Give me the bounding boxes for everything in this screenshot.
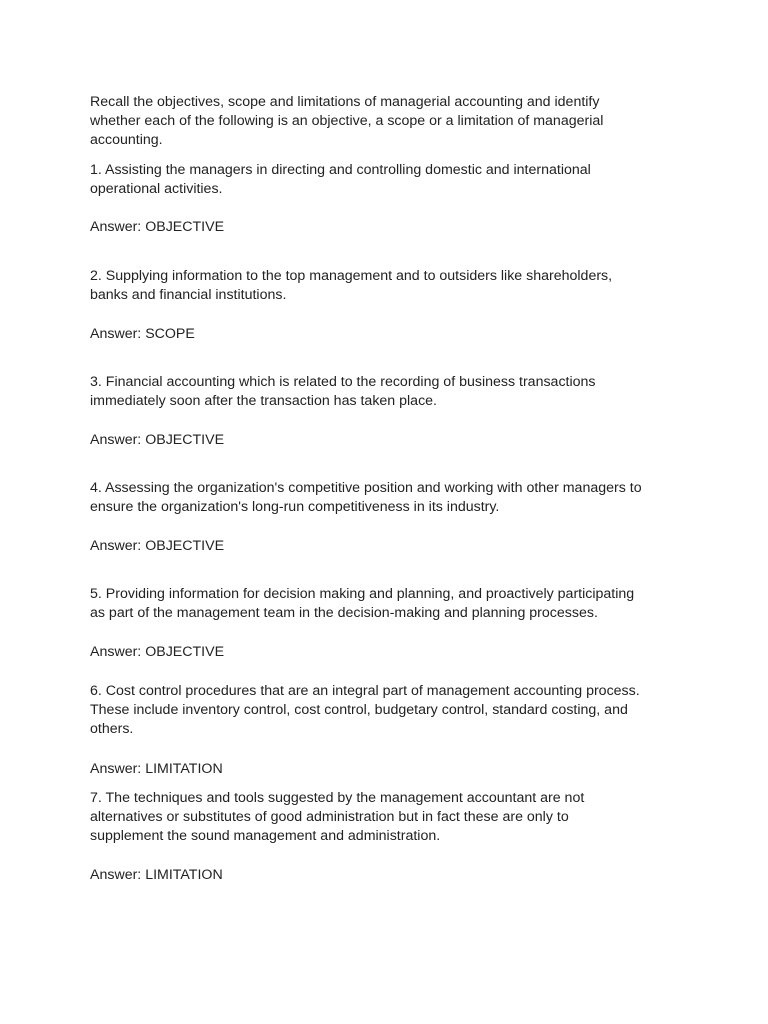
answer-1: Answer: OBJECTIVE [90,219,225,235]
question-5: 5. Providing information for decision making and planning, and proactively participating as part of the management team in the decision-making and planning processes. [90,586,635,621]
answer-7: Answer: LIMITATION [90,867,223,883]
answer-6: Answer: LIMITATION [90,761,223,777]
answer-3: Answer: OBJECTIVE [90,432,225,448]
question-1: 1. Assisting the managers in directing and controlling domestic and international operational activities. [90,162,591,197]
question-6: 6. Cost control procedures that are an integral part of management accounting process. These include inventory control, cost control, budgetary control, standard costing, and others. [90,683,640,737]
question-7: 7. The techniques and tools suggested by the management accountant are not alternatives or substitutes of good administration but in fact these are only to supplement the sound management and administration. [90,790,585,844]
answer-4: Answer: OBJECTIVE [90,538,225,554]
question-4: 4. Assessing the organization's competitive position and working with other managers to ensure the organization's long-run competitiveness in its industry. [90,480,642,515]
intro-text: Recall the objectives, scope and limitations of managerial accounting and identify whether each of the following is an objective, a scope or a limitation of managerial accounting. [90,94,604,148]
question-2: 2. Supplying information to the top management and to outsiders like shareholders, banks and financial institutions. [90,268,613,303]
answer-5: Answer: OBJECTIVE [90,644,225,660]
question-3: 3. Financial accounting which is related to the recording of business transactions immediately soon after the transaction has taken place. [90,374,596,409]
answer-2: Answer: SCOPE [90,326,195,342]
